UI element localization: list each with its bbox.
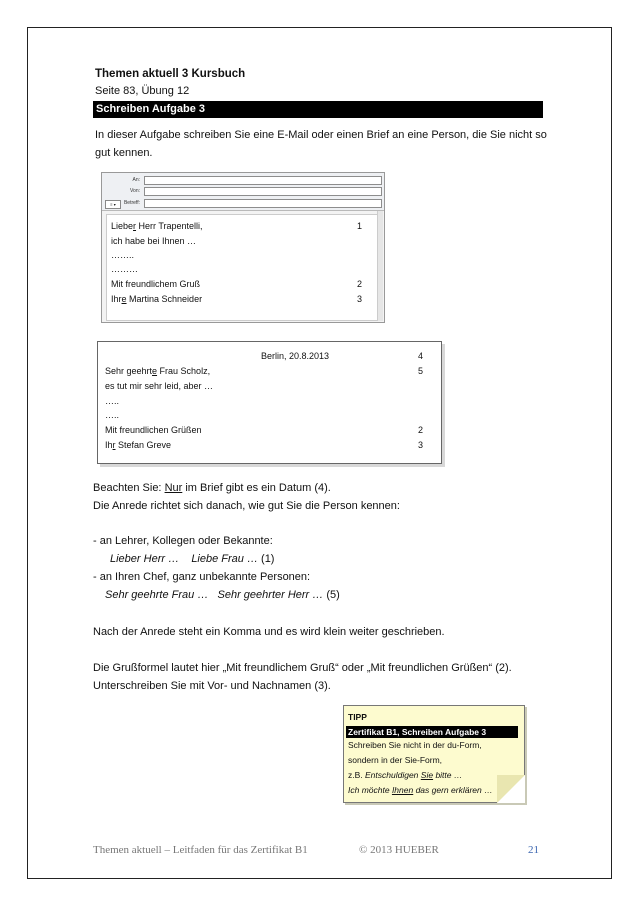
tip-line-2: sondern in der Sie-Form, bbox=[348, 755, 443, 765]
letter-closing-number: 2 bbox=[418, 425, 424, 435]
document-subtitle: Seite 83, Übung 12 bbox=[95, 85, 190, 97]
note-formal-heading: - an Ihren Chef, ganz unbekannte Personen: bbox=[93, 571, 311, 583]
email-greeting: Lieber Herr Trapentelli, bbox=[111, 221, 203, 231]
letter-line-3: ….. bbox=[105, 396, 120, 406]
email-closing: Mit freundlichem Gruß bbox=[111, 279, 201, 289]
email-from-label: Von: bbox=[129, 188, 140, 194]
intro-text: In dieser Aufgabe schreiben Sie eine E-Mail oder einen Brief an eine Person, die Sie nicht so gut kennen. bbox=[95, 129, 547, 159]
task-heading-bar: Schreiben Aufgabe 3 bbox=[93, 101, 543, 118]
email-line-4: ……… bbox=[111, 264, 138, 274]
note-signature: Unterschreiben Sie mit Vor- und Nachnamen (3). bbox=[93, 680, 331, 692]
tip-heading: TIPP bbox=[348, 712, 367, 722]
letter-closing: Mit freundlichen Grüßen bbox=[105, 425, 202, 435]
letter-greeting-number: 5 bbox=[418, 366, 424, 376]
letter-signature: Ihr Stefan Greve bbox=[105, 440, 172, 450]
note-closing: Die Grußformel lautet hier „Mit freundlichem Gruß“ oder „Mit freundlichen Grüßen“ (2). bbox=[93, 662, 512, 674]
footer-copyright: © 2013 HUEBER bbox=[359, 844, 439, 856]
email-scrollbar[interactable] bbox=[377, 211, 383, 321]
letter-date: Berlin, 20.8.2013 bbox=[261, 351, 330, 361]
note-informal-heading: - an Lehrer, Kollegen oder Bekannte: bbox=[93, 535, 273, 547]
note-comma: Nach der Anrede steht ein Komma und es wird klein weiter geschrieben. bbox=[93, 626, 445, 638]
note-informal-examples: Lieber Herr … Liebe Frau … (1) bbox=[110, 553, 275, 565]
email-signature-number: 3 bbox=[357, 294, 363, 304]
tip-line-1: Schreiben Sie nicht in der du-Form, bbox=[348, 740, 482, 750]
letter-signature-number: 3 bbox=[418, 440, 424, 450]
tip-folded-corner bbox=[497, 775, 525, 803]
letter-line-2: es tut mir sehr leid, aber … bbox=[105, 381, 214, 391]
email-to-field[interactable] bbox=[144, 176, 382, 185]
email-header bbox=[102, 173, 384, 211]
tip-line-4: Ich möchte Ihnen das gern erklären … bbox=[348, 785, 493, 795]
email-line-3: …….. bbox=[111, 250, 135, 260]
email-closing-number: 2 bbox=[357, 279, 363, 289]
email-body[interactable] bbox=[106, 214, 380, 321]
email-subject-field[interactable] bbox=[144, 199, 382, 208]
letter-line-4: ….. bbox=[105, 410, 120, 420]
tip-bar: Zertifikat B1, Schreiben Aufgabe 3 bbox=[346, 726, 518, 738]
email-signature: Ihre Martina Schneider bbox=[111, 294, 203, 304]
email-window bbox=[101, 172, 385, 323]
email-from-field[interactable] bbox=[144, 187, 382, 196]
letter-date-number: 4 bbox=[418, 351, 424, 361]
page-number: 21 bbox=[528, 844, 539, 856]
note-date: Beachten Sie: Nur im Brief gibt es ein Datum (4). bbox=[93, 482, 331, 494]
document-title: Themen aktuell 3 Kursbuch bbox=[95, 68, 246, 80]
letter-example bbox=[97, 341, 442, 464]
email-line-2: ich habe bei Ihnen … bbox=[111, 236, 197, 246]
email-subject-label: Betreff: bbox=[123, 200, 140, 206]
note-formal-examples: Sehr geehrte Frau … Sehr geehrter Herr … (5) bbox=[105, 589, 340, 601]
email-format-button[interactable]: ≡ ▾ bbox=[105, 200, 121, 209]
email-greeting-number: 1 bbox=[357, 221, 363, 231]
footer-left: Themen aktuell – Leitfaden für das Zertifikat B1 bbox=[93, 844, 308, 856]
letter-greeting: Sehr geehrte Frau Scholz, bbox=[105, 366, 211, 376]
tip-note bbox=[343, 705, 525, 803]
note-salutation: Die Anrede richtet sich danach, wie gut Sie die Person kennen: bbox=[93, 500, 400, 512]
tip-line-3: z.B. Entschuldigen Sie bitte … bbox=[348, 770, 463, 780]
email-to-label: An: bbox=[132, 177, 140, 183]
